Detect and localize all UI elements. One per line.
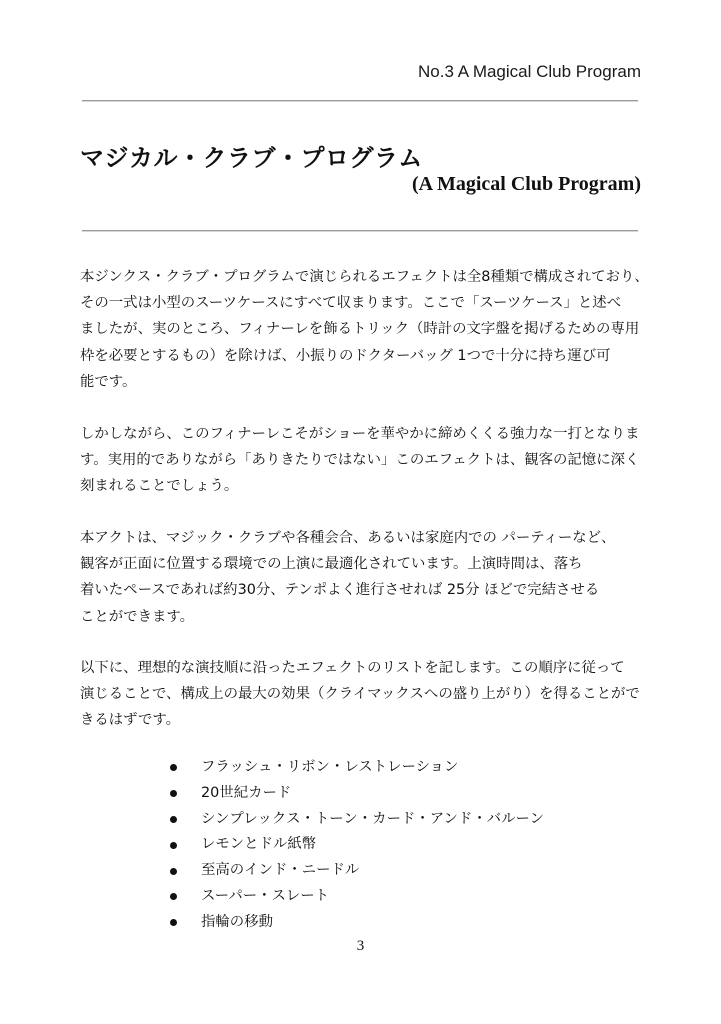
- list-item-label: 至高のインド・ニードル: [201, 862, 360, 879]
- effects-list: [170, 755, 544, 936]
- paragraph-line: 枠を必要とするもの）を除けば、小振りのドクターバッグ 1つで十分に持ち運び可: [80, 347, 611, 364]
- bullet-icon: [170, 790, 177, 797]
- list-item-label: スーパー・スレート: [201, 887, 330, 904]
- paragraph-line: ましたが、実のところ、フィナーレを飾るトリック（時計の文字盤を掲げるための専用: [80, 321, 640, 338]
- list-item-label: フラッシュ・リボン・レストレーション: [201, 759, 459, 775]
- paragraph-performance: [80, 525, 642, 630]
- paragraph-intro: [80, 264, 649, 395]
- document-title: マジカル・クラブ・プログラム: [80, 144, 423, 172]
- paragraph-line: 着いたペースであれば約30分、テンポよく進行させれば 25分 ほどで完結させる: [80, 582, 600, 599]
- paragraph-line: 以下に、理想的な演技順に沿ったエフェクトのリストを記します。この順序に従って: [80, 660, 625, 676]
- bullet-icon: [170, 816, 177, 823]
- list-item: [170, 858, 544, 884]
- paragraph-line: す。実用的でありながら「ありきたりではない」このエフェクトは、観客の記憶に深く: [80, 452, 640, 469]
- list-item: [170, 807, 544, 833]
- list-item-label: 20世紀カード: [201, 784, 292, 801]
- title-divider: [82, 230, 638, 232]
- paragraph-line: 観客が正面に位置する環境での上演に最適化されています。上演時間は、落ち: [80, 556, 583, 573]
- page-number: 3: [356, 938, 365, 954]
- paragraph-finale: [80, 421, 642, 500]
- running-header: No.3 A Magical Club Program: [418, 62, 641, 81]
- paragraph-line: 能です。: [80, 373, 137, 390]
- paragraph-order: [80, 655, 642, 734]
- document-subtitle: (A Magical Club Program): [411, 173, 641, 195]
- paragraph-line: 演じることで、構成上の最大の効果（クライマックスへの盛り上がり）を得ることがで: [80, 686, 640, 703]
- paragraph-line: きるはずです。: [80, 712, 181, 729]
- list-item-label: レモンとドル紙幣: [201, 836, 317, 853]
- paragraph-line: 本ジンクス・クラブ・プログラムで演じられるエフェクトは全8種類で構成されており、: [80, 269, 649, 285]
- paragraph-line: しかしながら、このフィナーレこそがショーを華やかに締めくくる強力な一打となりま: [80, 426, 640, 442]
- paragraph-line: 刻まれることでしょう。: [80, 478, 239, 495]
- header-divider: [82, 100, 638, 102]
- paragraph-line: その一式は小型のスーツケースにすべて収まります。ここで「スーツケース」と述べ: [80, 295, 622, 312]
- list-item: [170, 781, 544, 807]
- list-item: [170, 884, 544, 910]
- list-item-label: 指輪の移動: [201, 913, 273, 930]
- bullet-icon: [170, 842, 177, 849]
- list-item: [170, 832, 544, 858]
- list-item-label: シンプレックス・トーン・カード・アンド・バルーン: [201, 810, 545, 827]
- paragraph-line: ことができます。: [80, 608, 194, 625]
- paragraph-line: 本アクトは、マジック・クラブや各種会合、あるいは家庭内での パーティーなど、: [80, 530, 616, 546]
- bullet-icon: [170, 893, 177, 900]
- bullet-icon: [170, 764, 177, 771]
- list-item: [170, 910, 544, 936]
- bullet-icon: [170, 868, 177, 875]
- bullet-icon: [170, 919, 177, 926]
- list-item: [170, 755, 544, 781]
